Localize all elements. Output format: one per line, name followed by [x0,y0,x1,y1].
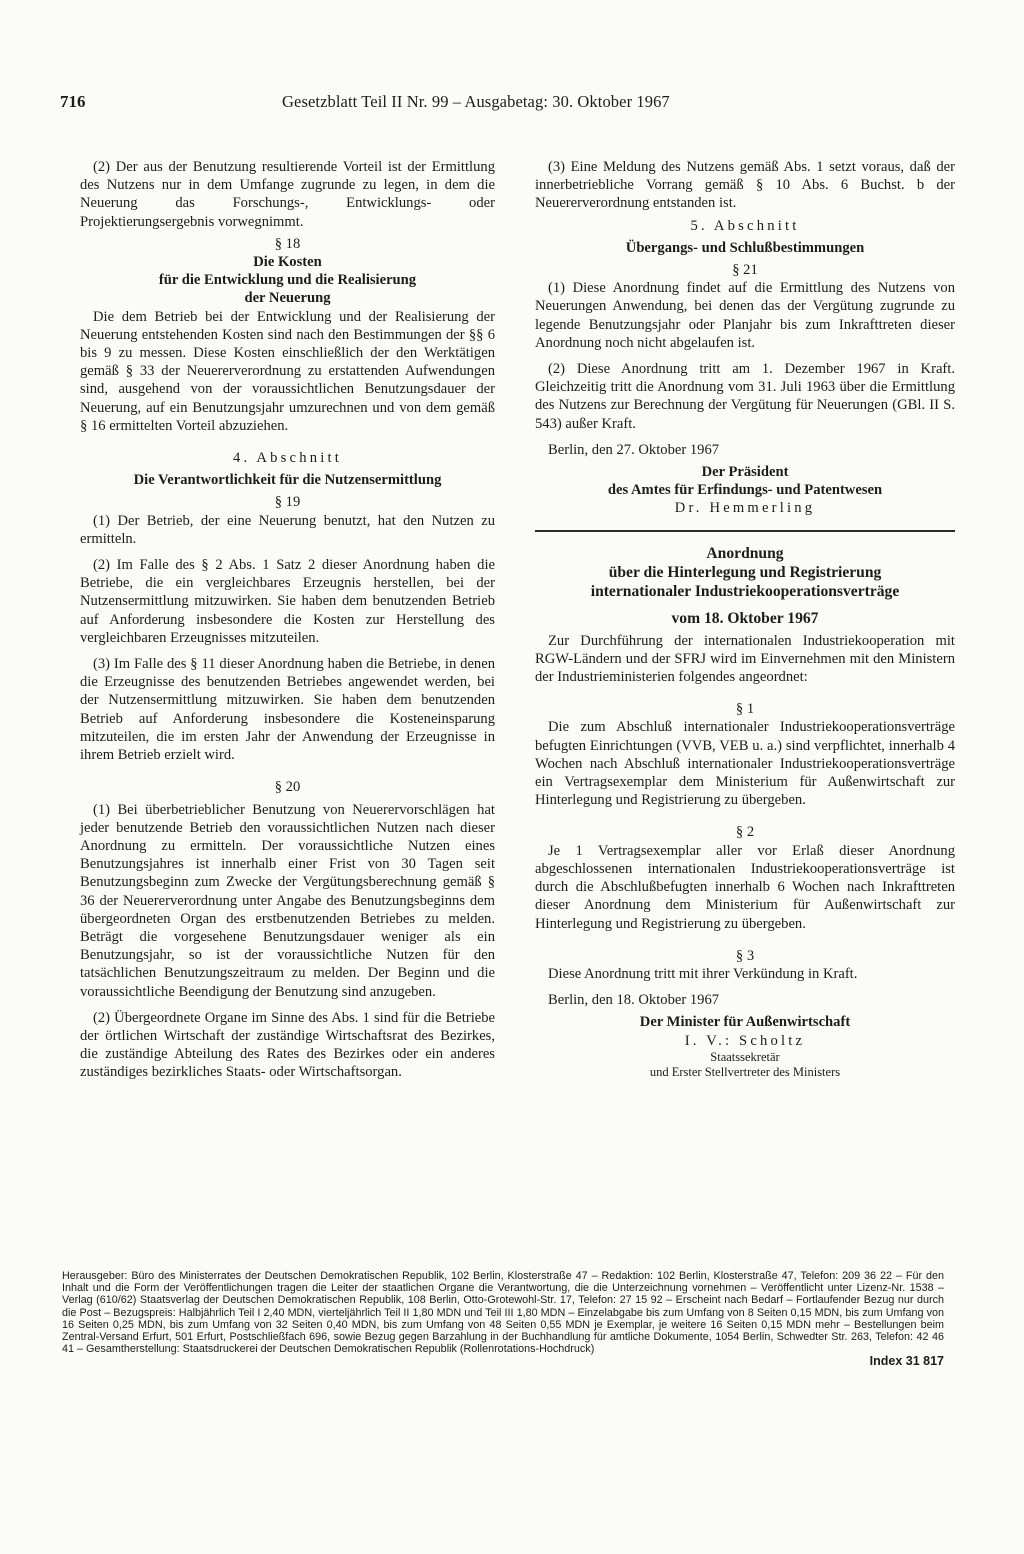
decree-intro: Zur Durchführung der internationalen Industriekooperation mit RGW-Ländern und der SFRJ wird im Einvernehmen mit den Ministern der Industrieministerien folgendes angeordnet: [535,632,955,686]
running-head: Gesetzblatt Teil II Nr. 99 – Ausgabetag: 30. Oktober 1967 [282,92,670,111]
signatory-1-name: Dr. Hemmerling [674,500,816,517]
section-19-number: § 19 [274,494,301,511]
decree-title-1: Anordnung [706,544,784,562]
section-19-p2: (2) Im Falle des § 2 Abs. 1 Satz 2 dieser Anordnung haben die Betriebe, die ein vergleichbares Erzeugnis herstellen, bei der Nutzensermittlung mitzuwirken. Sie haben dem benutzenden Betrieb auf Anforderung insbesondere die Kosten zur Herstellung des vergleichbaren Erzeugnisses mitzuteilen. [80,557,495,646]
left-column [80,158,495,1082]
signatory-2-name: I. V.: Scholtz [684,1032,806,1049]
section-19-p3: (3) Im Falle des § 11 dieser Anordnung haben die Betriebe, in denen die Erzeugnisse des benutzenden Betriebes angewendet werden, bei der Nutzensermittlung mitzuwirken. Sie haben dem benutzenden Betrieb auf Anforderung insbesondere die Kosteneinsparung mitzuteilen, die im ersten Jahr der Anwendung der Erzeugnisse in ihrem Betrieb erzielt wird. [80,656,495,764]
right-column [535,158,955,1080]
section-18-title-2: für die Entwicklung und die Realisierung [158,272,417,289]
page-number: 716 [60,92,86,111]
section-20-p1: (1) Bei überbetrieblicher Benutzung von Neuerervorschlägen hat jeder benutzende Betrieb den voraussichtlichen Nutzen nach dieser Anordnung zu ermitteln. Der voraussichtliche Nutzen eines Benutzungsjahres ist innerhalb einer Frist von 30 Tagen seit Benutzungsbeginn zum Zwecke der Vergütungsberechnung gemäß § 36 der Neuererverordnung unter Angabe des Benutzungsbeginns dem übergeordneten Organ des erstbenutzenden Betriebes zu melden. Beträgt die vorgesehene Benutzungsdauer weniger als ein Benutzungsjahr, so ist der voraussichtliche Nutzen für den tatsächlichen Benutzungszeitraum zu melden. Der Beginn und die voraussichtliche Beendigung der Benutzung sind anzugeben. [80,801,495,1000]
section-3-number: § 3 [735,947,755,964]
paragraph-18-2: (2) Der aus der Benutzung resultierende Vorteil ist der Ermittlung des Nutzens nur in dem Umfange zugrunde zu legen, in dem die Neuerung das Forschungs-, Entwicklungs- oder Projektierungsergebnis vorwegnimmt. [80,159,495,230]
signatory-1-title-2: des Amtes für Erfindungs- und Patentwesen [607,482,883,499]
signature-date-1: Berlin, den 27. Oktober 1967 [548,441,720,458]
section-2-body: Je 1 Vertragsexemplar aller vor Erlaß dieser Anordnung abgeschlossenen internationalen Industriekooperationsverträge ist durch die Abschlußbefugten innerhalb 6 Wochen nach Inkrafttreten dieser Anordnung dem Ministerium für Außenwirtschaft zur Hinterlegung und Registrierung zu übergeben. [535,842,955,932]
signatory-2-role-1: Staatssekretär [710,1049,780,1064]
decree-date: vom 18. Oktober 1967 [671,609,819,627]
section-21-p1: (1) Diese Anordnung findet auf die Ermittlung des Nutzens von Neuerungen Anwendung, bei denen das der Vergütung zugrunde zu legende Benutzungsjahr oder Planjahr bis zum Inkrafttreten dieser Anordnung noch nicht abgelaufen ist. [535,280,955,351]
section-18-title-1: Die Kosten [253,254,322,271]
index-number: Index 31 817 [869,1354,944,1369]
signatory-2-role-2: und Erster Stellvertreter des Ministers [649,1064,841,1079]
signatory-1-title-1: Der Präsident [701,464,789,481]
signatory-2-title: Der Minister für Außenwirtschaft [639,1014,851,1031]
section-1-number: § 1 [735,701,755,718]
decree-title-2: über die Hinterlegung und Registrierung [608,563,882,581]
signature-date-2: Berlin, den 18. Oktober 1967 [548,992,720,1009]
section-divider [535,530,955,532]
imprint-text: Herausgeber: Büro des Ministerrates der Deutschen Demokratischen Republik, 102 Berlin, Klosterstraße 47 – Redaktion: 102 Berlin, Klosterstraße 47, Telefon: 209 36 22 – Für den Inhalt und die Form der Veröffentlichungen tragen die Leiter der staatlichen Organe die Verantwortung, die die Unterzeichnung vornehmen – Veröffentlicht unter Lizenz-Nr. 1538 – Verlag (610/62) Staatsverlag der Deutschen Demokratischen Republik, 108 Berlin, Otto-Grotewohl-Str. 17, Telefon: 27 15 92 – Erscheint nach Bedarf – Fortlaufender Bezug nur durch die Post – Bezugspreis: Halbjährlich Teil I 2,40 MDN, vierteljährlich Teil II 1,80 MDN und Teil III 1,80 MDN – Einzelabgabe bis zum Umfang von 8 Seiten 0,15 MDN, bis zum Umfang von 16 Seiten 0,25 MDN, bis zum Umfang von 32 Seiten 0,40 MDN, bis zum Umfang von 48 Seiten 0,55 MDN je Exemplar, je weitere 16 Seiten 0,15 MDN mehr – Bestellungen beim Zentral-Versand Erfurt, 501 Erfurt, Postschließfach 696, sowie Bezug gegen Barzahlung in der Buchhandlung für amtliche Dokumente, 1054 Berlin, Schwedter Str. 263, Telefon: 42 46 41 – Gesamtherstellung: Staatsdruckerei der Deutschen Demokratischen Republik (Rollenrotations-Hochdruck) [62,1270,944,1356]
chapter-4-heading: 4. Abschnitt [233,450,342,467]
paragraph-20-3: (3) Eine Meldung des Nutzens gemäß Abs. 1 setzt voraus, daß der innerbetriebliche Vorrang gemäß § 10 Abs. 6 Buchst. b der Neuererverordnung entstanden ist. [535,159,955,212]
section-2-number: § 2 [735,824,755,841]
publisher-imprint [62,1270,944,1368]
section-19-p1: (1) Der Betrieb, der eine Neuerung benutzt, hat den Nutzen zu ermitteln. [80,512,495,547]
chapter-4-title: Die Verantwortlichkeit für die Nutzensermittlung [133,472,442,489]
section-1-body: Die zum Abschluß internationaler Industriekooperationsverträge befugten Einrichtungen (VVB, VEB u. a.) sind verpflichtet, innerhalb 4 Wochen nach Abschluß internationaler Industriekooperationsverträge ein Vertragsexemplar dem Ministerium für Außenwirtschaft zur Hinterlegung und Registrierung zu übergeben. [535,719,955,809]
chapter-5-heading: 5. Abschnitt [690,217,800,234]
section-18-number: § 18 [274,235,301,252]
section-20-p2: (2) Übergeordnete Organe im Sinne des Abs. 1 sind für die Betriebe der örtlichen Wirtschaft der zuständige Wirtschaftsrat des Bezirkes, die zuständige Abteilung des Rates des Bezirkes oder ein anderes zuständiges bezirkliches Staats- oder Wirtschaftsorgan. [80,1009,495,1081]
decree-title-3: internationaler Industriekooperationsverträge [590,582,900,600]
section-3-body: Diese Anordnung tritt mit ihrer Verkündung in Kraft. [548,965,858,982]
section-18-title-3: der Neuerung [244,290,331,307]
section-21-number: § 21 [732,262,758,279]
section-18-body: Die dem Betrieb bei der Entwicklung und der Realisierung der Neuerung entstehenden Kosten sind nach den Bestimmungen der §§ 6 bis 9 zu messen. Diese Kosten einschließlich der den Werktätigen gemäß § 33 der Neuererverordnung zu erstattenden Aufwendungen sind, ausgehend von der voraussichtlichen Benutzungsdauer der Neuerung, auf ein Benutzungsjahr umzurechnen und von dem gemäß § 16 ermittelten Vorteil abzuziehen. [80,308,495,434]
chapter-5-title: Übergangs- und Schlußbestimmungen [625,239,865,256]
section-21-p2: (2) Diese Anordnung tritt am 1. Dezember 1967 in Kraft. Gleichzeitig tritt die Anordnung vom 31. Juli 1963 über die Ermittlung des Nutzens zur Berechnung der Vergütung für Neuerungen (GBl. II S. 543) außer Kraft. [535,361,955,432]
page-header [60,92,960,118]
section-20-number: § 20 [274,779,301,796]
